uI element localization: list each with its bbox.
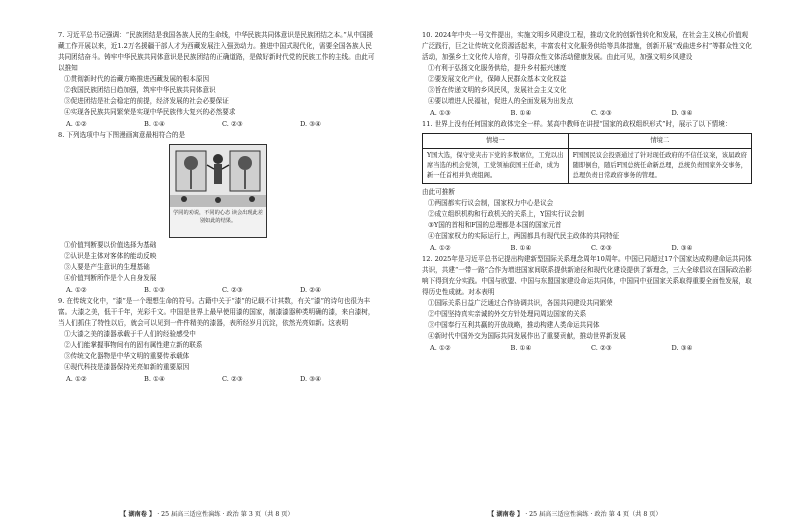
- choice-d: D. ③④: [300, 120, 322, 128]
- footer-brand: 【 湖南卷 】: [488, 511, 524, 518]
- table-cell: F国国民议会投票通过了针对现任政府的不信任议案，该届政府随即倒台，随后F国总统任命新总理，总统负责国家外交事务，总理负责日常政府事务的管理。: [568, 149, 751, 184]
- question-stem: 10. 2024年中央一号文件提出，实施文明乡风建设工程，推动文化的创新性转化和发展，在社会主义核心价值观广泛践行，巨之让传统文化资源活起来，丰富农村文化服务供给等具体措施，创新开展“戏曲进乡村”等群众性文化活动，加强乡土文化传人培育，引导群众性文体活动健康发展。由此可见，加强文明乡风建设: [422, 31, 752, 61]
- option-line: ①有利于弘扬文化服务供给，提升乡村振兴速度: [428, 64, 567, 72]
- option-line: ④新时代中国外交为国际共同发展作出了重要贡献，推动世界新发展: [428, 332, 626, 340]
- choice-c: C. ②③: [222, 375, 243, 383]
- question-12: [422, 254, 752, 354]
- choice-b: B. ①④: [510, 109, 532, 117]
- choice-a: A. ①③: [430, 109, 451, 117]
- option-line: ④价值判断所作是个人自身发展: [64, 274, 157, 282]
- option-line: ①贯彻新时代的治藏方略推进西藏发展的根本原因: [64, 75, 210, 83]
- option-line: ③旨在传递文明的乡风民风，发展社会主义文化: [428, 86, 567, 94]
- table-header: 情境一: [423, 134, 569, 149]
- option-line: ③Y国的首相和F国的总理都是本国的国家元首: [428, 221, 562, 229]
- choice-a: A. ①②: [430, 344, 451, 352]
- scenario-table: [422, 133, 752, 184]
- page-footer: [488, 509, 662, 518]
- question-stem: 9. 在传统文化中，“漆”是一个理想生命的符号。古籍中关于“漆”的记载不计其数，有关“漆”的诗句也很为丰富。大漆之美，低干千年，光彩千文。中国是世界上最早使用漆的国家，制漆漆器种类明确的漆，来自漆树，当人们抓住了特性以后，就会可以见到一件件精美的漆器，表所经岁月沉淀，依然光亮如新。这表明: [58, 297, 375, 327]
- option-line: ④实现各民族共同繁荣是实现中华民族伟大复兴的必然要求: [64, 108, 236, 116]
- choice-c: C. ②③: [591, 344, 612, 352]
- choice-d: D. ③④: [300, 375, 322, 383]
- choice-d: D. ③④: [671, 109, 693, 117]
- question-10: [422, 30, 752, 119]
- option-line: ②中国坚持真实亲诚的外交方针处理同周边国家的关系: [428, 310, 587, 318]
- question-stem: 11. 世界上没有任何国家的政体完全一样。某高中教师在讲授“国家的政权组织形式”时，展示了以下情境：: [422, 120, 732, 128]
- question-9: [58, 296, 378, 385]
- choice-b: B. ①④: [510, 244, 532, 252]
- answer-choices: [58, 119, 378, 130]
- option-line: ③促进团结是社会稳定的前提，经济发展的社会必要保证: [64, 97, 229, 105]
- choice-d: D. ③④: [671, 344, 693, 352]
- table-cell: Y国大选，保守党夹击下党的多数席位，工党以出席当选的机会党领，工党领袖获国王任命，成为新一任首相并负责组阁。: [423, 149, 569, 184]
- choice-a: A. ①②: [66, 375, 87, 383]
- question-stem: 7. 习近平总书记强调：“民族团结是我国各族人民的生命线，中华民族共同体意识是民族团结之本。”从中国援藏工作开展以来，近1.2万名援疆干部人才为西藏发展注入强劲动力。推进中国式现代化，需要全国各族人民共同团结奋斗。铸牢中华民族共同体意识是民族团结的正确道路，是做好新时代党的民族工作的主线。由此可以推知: [58, 31, 375, 72]
- choice-a: A. ①②: [430, 244, 451, 252]
- question-8: [58, 130, 378, 296]
- option-line: ④要以增进人民福祉，促进人的全面发展为出发点: [428, 97, 574, 105]
- footer-text: · 25 届高三适应性演练 · 政治 第 3 页（共 8 页）: [157, 511, 294, 518]
- inference-prompt: 由此可推断: [422, 188, 455, 196]
- footer-text: · 25 届高三适应性演练 · 政治 第 4 页（共 8 页）: [525, 511, 662, 518]
- option-line: ③人要是产生意识的生理基础: [64, 263, 150, 271]
- choice-c: C. ②③: [591, 109, 612, 117]
- option-line: ④在国家权力的实际运行上，两国都具有现代民主政体的共同特征: [428, 232, 620, 240]
- choice-a: A. ①②: [66, 286, 87, 294]
- choice-a: A. ①②: [66, 120, 87, 128]
- option-line: ③传统文化器物是中华文明的重要传承载体: [64, 352, 190, 360]
- footer-brand: 【 湖南卷 】: [120, 511, 156, 518]
- option-line: ②要发展文化产业，保障人民群众基本文化权益: [428, 75, 567, 83]
- answer-choices: [58, 374, 378, 385]
- option-line: ③中国奉行互利共赢的开放战略，推动构建人类命运共同体: [428, 321, 600, 329]
- choice-d: D. ②④: [300, 286, 322, 294]
- figure-caption: 学同的劝说，不同的心态 读会出现此差别如此的结果。: [173, 210, 263, 224]
- cartoon-illustration: [170, 145, 266, 207]
- answer-choices: [422, 108, 752, 119]
- page-footer: [120, 509, 294, 518]
- option-line: ①两国都实行议会制，国家权力中心是议会: [428, 199, 554, 207]
- table-header: 情境二: [568, 134, 751, 149]
- choice-b: B. ①③: [144, 286, 165, 294]
- question-7: [58, 30, 378, 130]
- cartoon-figure: [169, 144, 267, 238]
- choice-c: C. ②③: [222, 120, 243, 128]
- option-line: ②我国民族团结日趋加强，筑牢中华民族共同体意识: [64, 86, 216, 94]
- answer-choices: [422, 243, 752, 254]
- option-line: ②成立组织机构和行政机关的关系上，Y国实行议会制: [428, 210, 585, 218]
- choice-c: C. ②③: [591, 244, 612, 252]
- choice-d: D. ③④: [671, 244, 693, 252]
- question-stem: 8. 下列选项中与下图漫画寓意最相符合的是: [58, 131, 186, 139]
- question-11: [422, 119, 752, 254]
- choice-c: C. ②③: [222, 286, 243, 294]
- choice-b: B. ①④: [144, 375, 165, 383]
- choice-b: B. ①④: [510, 344, 532, 352]
- option-line: ②人们能掌握事物间有的固有属性建立新的联系: [64, 341, 203, 349]
- option-line: ①国际关系日益广泛通过合作协调共识，各国共同建设共同繁荣: [428, 299, 613, 307]
- answer-choices: [422, 343, 752, 354]
- option-line: ①价值判断要以价值选择为基础: [64, 241, 157, 249]
- choice-b: B. ①④: [144, 120, 165, 128]
- option-line: ②认识是主体对客体的能动反映: [64, 252, 157, 260]
- exam-page-right: [400, 0, 800, 528]
- option-line: ④现代科技是漆器保持光亮如新的重要原因: [64, 363, 190, 371]
- question-stem: 12. 2025年是习近平总书记提出构建新型国际关系理念周年10周年。中国已同超过17个国家达成构建命运共同体共识，共建“一带一路”合作为增进国家间联系提供新途径和现代化建设提供了新理念，三大全球倡议在国际政治影响下得到充分实践。中国与欧盟、中国与东盟国家建设命运共同体，中国同中亚国家关系取得重要全面性发展，取得历史性成就。对本表明: [422, 255, 752, 296]
- answer-choices: [58, 285, 378, 296]
- option-line: ①大漆之美的漆器承载于千人们的经验感受中: [64, 330, 196, 338]
